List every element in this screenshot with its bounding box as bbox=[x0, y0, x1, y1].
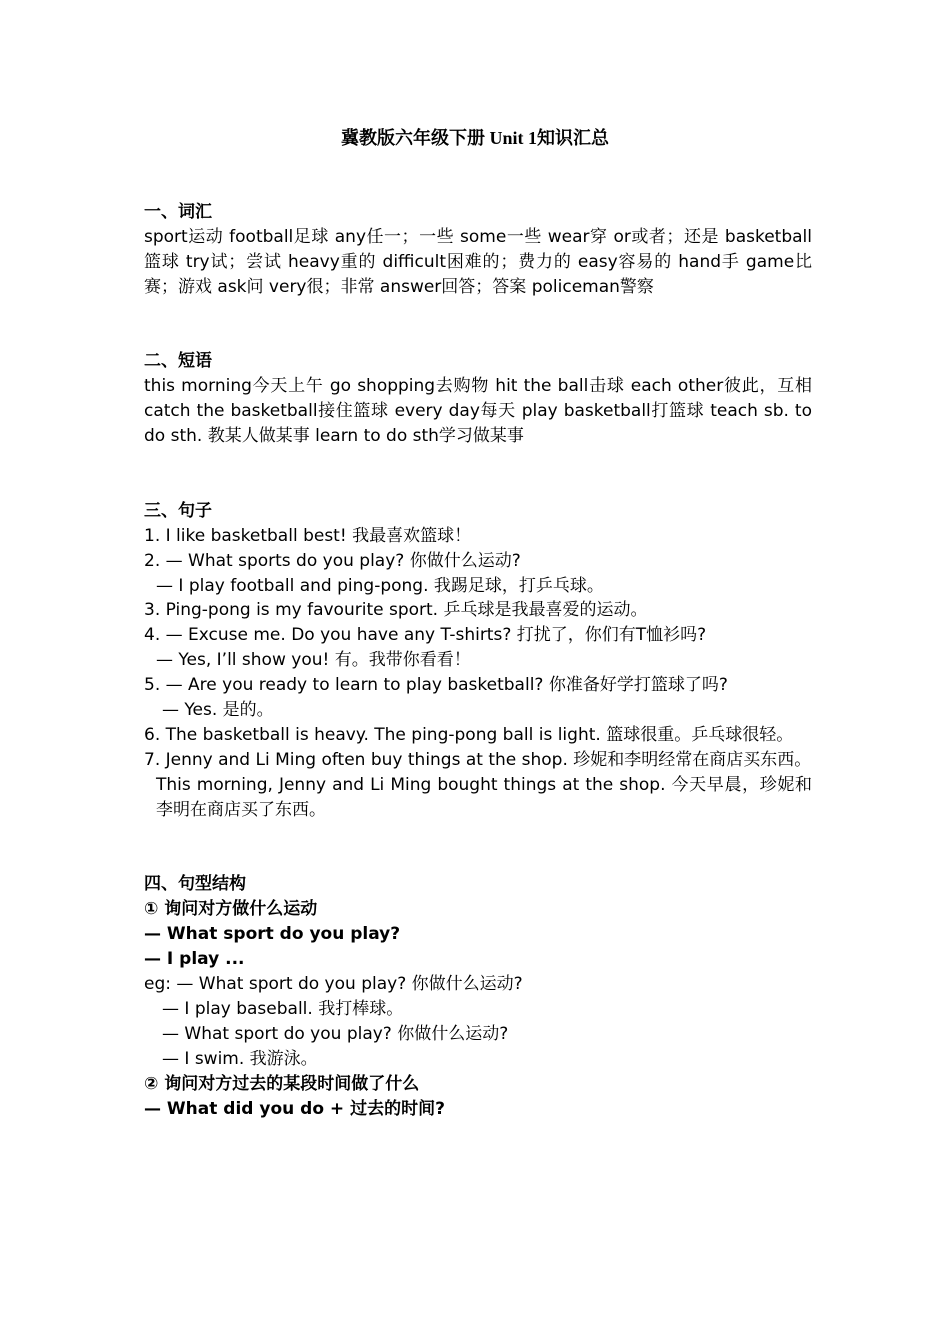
phrases-text: this morning今天上午 go shopping去购物 hit the ball击球 each other彼此，互相 catch the basketball接住篮球 every day每天 play basketball打篮球 teach sb. to do sth. 教某人做某事 learn to do sth学习做某事 bbox=[144, 376, 812, 447]
structure-item-title: ② 询问对方过去的某段时间做了什么 bbox=[144, 1073, 420, 1094]
document-body bbox=[144, 200, 812, 1121]
example-line: — I play baseball. 我打棒球。 bbox=[162, 998, 404, 1019]
section-heading-vocab: 一、词汇 bbox=[144, 202, 212, 222]
example-line: — I swim. 我游泳。 bbox=[162, 1048, 318, 1069]
sentence-line: 5. — Are you ready to learn to play basketball? 你准备好学打篮球了吗? bbox=[144, 675, 728, 696]
structure-answer: — I play ... bbox=[144, 949, 245, 970]
sentence-line: 7. Jenny and Li Ming often buy things at the shop. 珍妮和李明经常在商店买东西。 bbox=[144, 749, 812, 770]
sentence-line: — Yes. 是的。 bbox=[162, 700, 274, 721]
section-heading-sentences: 三、句子 bbox=[144, 500, 212, 521]
sentence-line: — I play football and ping-pong. 我踢足球，打乒乓球。 bbox=[156, 575, 604, 596]
section-heading-structures: 四、句型结构 bbox=[144, 874, 246, 895]
section-heading-phrases: 二、短语 bbox=[144, 351, 212, 372]
vocab-text: sport运动 football足球 any任一；一些 some一些 wear穿 or或者；还是 basketball篮球 try试；尝试 heavy重的 difficult困难的；费力的 easy容易的 hand手 game比赛；游戏 ask问 very很；非常 answer回答；答案 policeman警察 bbox=[144, 226, 812, 297]
sentence-line: — Yes, I’ll show you! 有。我带你看看！ bbox=[156, 650, 471, 671]
sentence-line: 6. The basketball is heavy. The ping-pong ball is light. 篮球很重。乒乓球很轻。 bbox=[144, 725, 794, 745]
example-line: — What sport do you play? 你做什么运动? bbox=[162, 1023, 509, 1044]
structure-question: — What sport do you play? bbox=[144, 924, 401, 945]
document-title: 冀教版六年级下册 Unit 1知识汇总 bbox=[340, 128, 609, 148]
sentence-line: This morning, Jenny and Li Ming bought things at the shop. 今天早晨，珍妮和李明在商店买了东西。 bbox=[156, 774, 812, 820]
sentence-line: 3. Ping-pong is my favourite sport. 乒乓球是我最喜爱的运动。 bbox=[144, 600, 648, 621]
structure-item-title: ① 询问对方做什么运动 bbox=[144, 899, 318, 920]
example-line: eg: — What sport do you play? 你做什么运动? bbox=[144, 974, 523, 995]
sentence-line: 2. — What sports do you play? 你做什么运动? bbox=[144, 550, 521, 571]
structure-question: — What did you do + 过去的时间? bbox=[144, 1098, 445, 1119]
sentence-line: 4. — Excuse me. Do you have any T-shirts? 打扰了，你们有T恤衫吗? bbox=[144, 625, 707, 646]
sentence-line: 1. I like basketball best! 我最喜欢篮球！ bbox=[144, 525, 472, 546]
